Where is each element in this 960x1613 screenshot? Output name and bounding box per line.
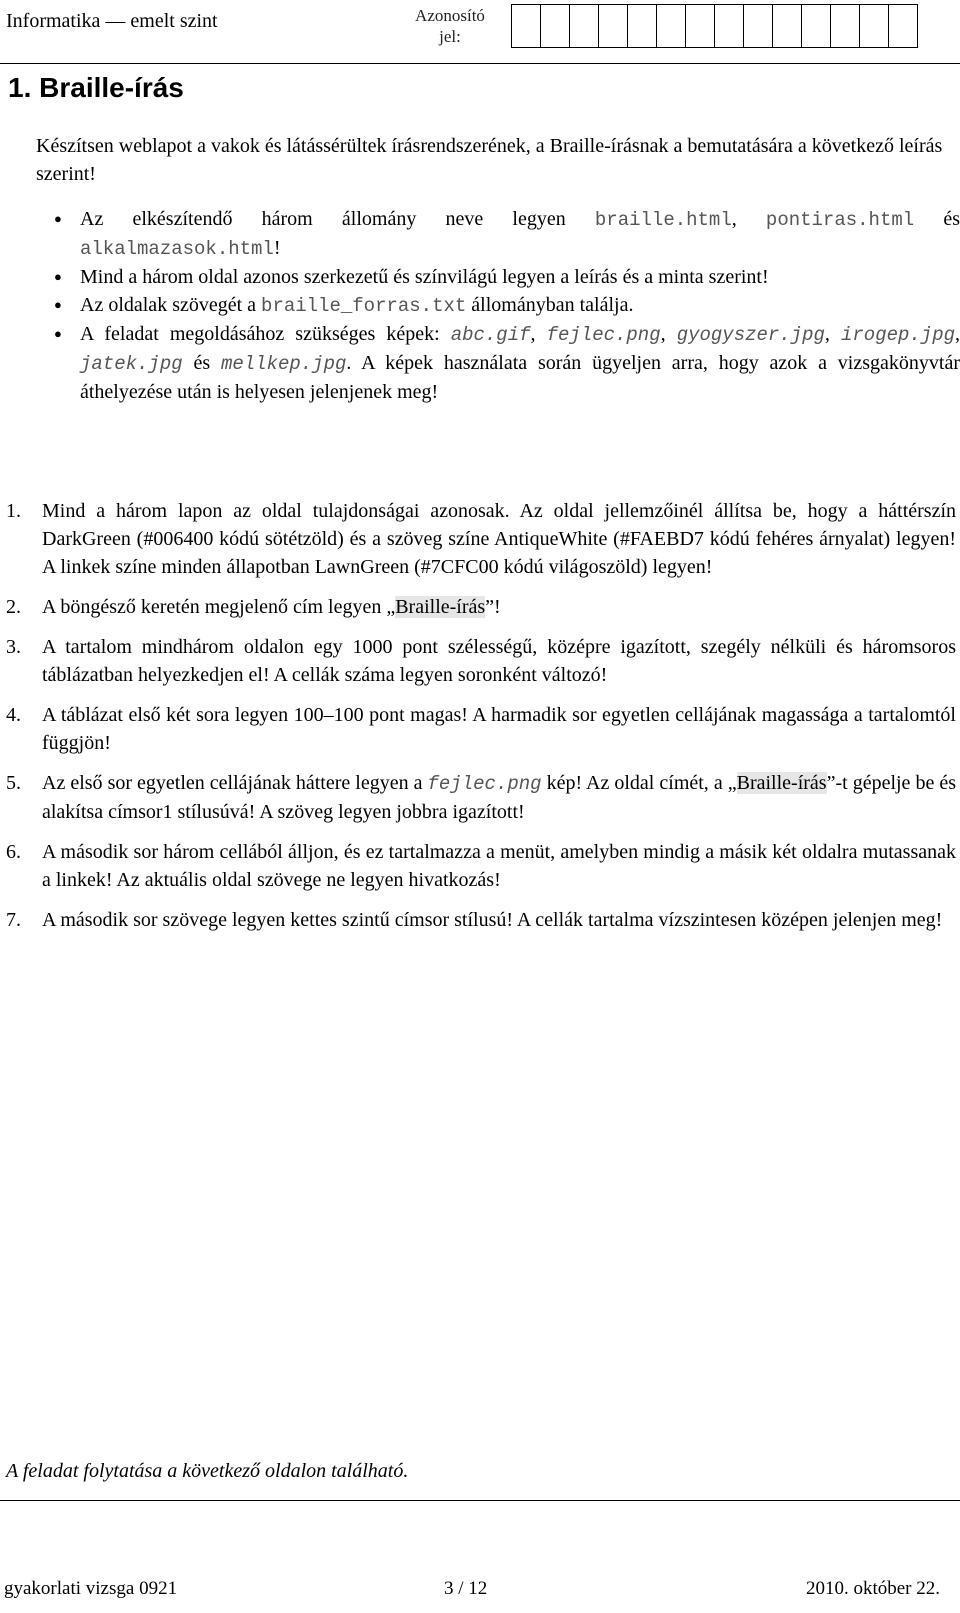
- task-item: [6, 633, 956, 689]
- filename: alkalmazasok.html: [80, 238, 274, 260]
- filename: fejlec.png: [546, 324, 661, 346]
- text: A feladat megoldásához szükséges képek:: [80, 323, 451, 345]
- intro-paragraph: Készítsen weblapot a vakok és látássérültek írásrendszerének, a Braille-írásnak a bemutatására a következő leírás szerint!: [36, 135, 943, 185]
- bullet-structure: ● Mind a három oldal azonos szerkezetű és színvilágú legyen a leírás és a minta szerint!: [80, 263, 960, 291]
- task-number: 2.: [6, 596, 21, 618]
- text: Az elkészítendő három állomány neve legyen: [80, 208, 595, 230]
- id-box: [859, 4, 889, 48]
- filename: jatek.jpg: [80, 353, 183, 375]
- text: kép! Az oldal címét, a „: [541, 772, 737, 794]
- task-list: [6, 497, 956, 946]
- highlighted-title: Braille-írás: [395, 596, 486, 618]
- id-box: [714, 4, 744, 48]
- task-number: 7.: [6, 909, 21, 931]
- id-box: [540, 4, 570, 48]
- text: ,: [530, 323, 547, 345]
- text: állományban találja.: [466, 294, 634, 316]
- task-item: [6, 769, 956, 826]
- filename: pontiras.html: [765, 209, 915, 231]
- task-text: [42, 593, 956, 621]
- task-number: 3.: [6, 636, 21, 658]
- id-box: [830, 4, 860, 48]
- highlighted-title: Braille-írás: [736, 772, 827, 794]
- task-item: [6, 701, 956, 757]
- filename: irogep.jpg: [840, 324, 956, 346]
- id-box: [685, 4, 715, 48]
- text: Az első sor egyetlen cellájának háttere legyen a: [42, 772, 428, 794]
- task-number: 6.: [6, 841, 21, 863]
- footer-date: 2010. október 22.: [805, 1578, 940, 1599]
- text: !: [273, 237, 281, 259]
- id-box: [801, 4, 831, 48]
- task-item: [6, 497, 956, 581]
- continuation-note: A feladat folytatása a következő oldalon található.: [6, 1460, 409, 1482]
- task-text: Mind a három lapon az oldal tulajdonságai azonosak. Az oldal jellemzőinél állítsa be, hogy a háttérszín DarkGreen (#006400 kódú sötétzöld) és a szöveg színe AntiqueWhite (#FAEBD7 kódú fehéres árnyalat) legyen! A linkek színe minden állapotban LawnGreen (#7CFC00 kódú világoszöld) legyen!: [42, 500, 956, 578]
- task-title: 1. Braille-írás: [8, 72, 184, 103]
- filename: abc.gif: [450, 324, 531, 346]
- task-text: A táblázat első két sora legyen 100–100 pont magas! A harmadik sor egyetlen cellájának magassága a tartalomtól függjön!: [42, 704, 956, 754]
- footer-exam-code: gyakorlati vizsga 0921: [4, 1578, 178, 1599]
- text: ”!: [485, 596, 501, 618]
- footer-page-number: 3 / 12: [444, 1578, 488, 1599]
- id-box: [511, 4, 541, 48]
- task-number: 1.: [6, 500, 21, 522]
- task-number: 5.: [6, 772, 21, 794]
- text: ,: [824, 323, 841, 345]
- text: ”-t gépelje be és alakítsa címsor1 stílusúvá! A szöveg legyen jobbra igazított!: [42, 772, 957, 823]
- task-text: A tartalom mindhárom oldalon egy 1000 pont szélességű, középre igazított, szegély nélküli és háromsoros táblázatban helyezkedjen el! A cellák száma legyen soronként változó!: [42, 636, 956, 686]
- id-box: [888, 4, 918, 48]
- text: Az oldalak szövegét a: [80, 294, 262, 316]
- text: ,: [660, 323, 677, 345]
- header-rule: [0, 63, 960, 64]
- filename: gyogyszer.jpg: [676, 324, 825, 346]
- filename: braille.html: [594, 209, 732, 231]
- text: és: [182, 352, 221, 374]
- bullet-files: [80, 205, 960, 263]
- filename: mellkep.jpg: [220, 353, 347, 375]
- task-text: [42, 769, 956, 826]
- task-item: [6, 838, 956, 894]
- text: ,: [731, 208, 766, 230]
- id-box: [598, 4, 628, 48]
- filename: braille_forras.txt: [261, 295, 467, 317]
- bullet-images: [80, 320, 960, 406]
- id-box: [627, 4, 657, 48]
- footer-rule: [0, 1500, 960, 1501]
- header-subject: Informatika — emelt szint: [6, 10, 218, 32]
- text: A böngésző keretén megjelenő cím legyen „: [42, 596, 396, 618]
- task-item: [6, 906, 956, 934]
- id-box: [569, 4, 599, 48]
- id-box: [772, 4, 802, 48]
- task-number: 4.: [6, 704, 21, 726]
- task-text: A második sor szövege legyen kettes szintű címsor stílusú! A cellák tartalma vízszintesen középen jelenjen meg!: [42, 909, 943, 931]
- azonosito-label: Azonosító jel:: [415, 6, 485, 46]
- requirements-list: [80, 205, 960, 406]
- task-item: [6, 593, 956, 621]
- text: ,: [955, 323, 960, 345]
- text: és: [914, 208, 960, 230]
- task-text: A második sor három cellából álljon, és ez tartalmazza a menüt, amelyben mindig a másik két oldalra mutassanak a linkek! Az aktuális oldal szövege ne legyen hivatkozás!: [42, 841, 956, 891]
- id-box: [656, 4, 686, 48]
- filename: fejlec.png: [427, 773, 542, 795]
- id-code-boxes: [512, 4, 918, 48]
- text: . A képek használata során ügyeljen arra, hogy azok a vizsgakönyvtár áthelyezése után is helyesen jelenjenek meg!: [80, 352, 960, 403]
- bullet-source: [80, 291, 960, 320]
- id-box: [743, 4, 773, 48]
